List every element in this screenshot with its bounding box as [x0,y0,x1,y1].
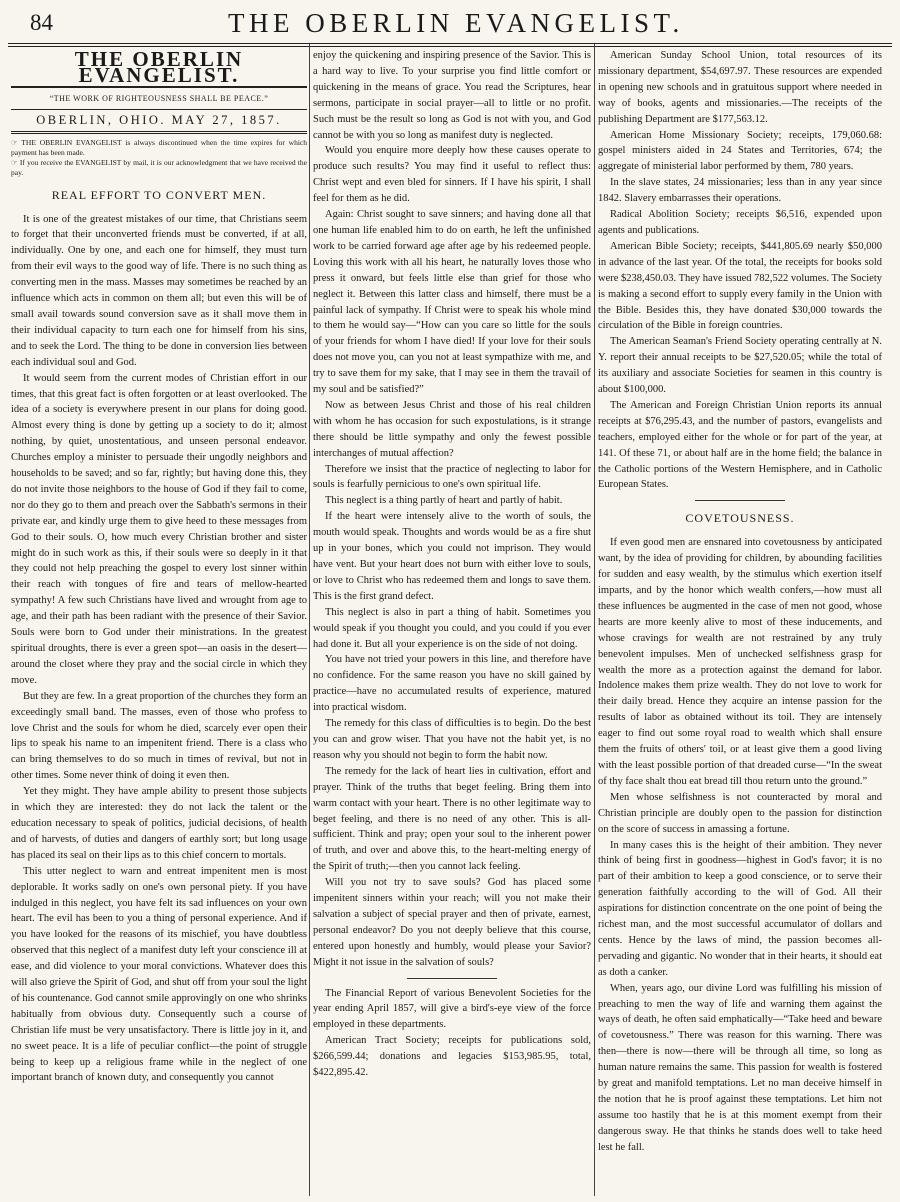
article-paragraph: When, years ago, our divine Lord was fulfilling his mission of preaching to men the way of life and warning them against the ways of death, he often said emphatically—“Take heed and beware of covetousness.” There was reason for this warning. There was then—there is now—there will be through all time, so long as human nature remains the same. This passion for wealth is fostered by great and manifold temptations. Let no man deceive himself in the notion that he is proof against these temptations. Let him not assume too hastily that he is at this moment exempt from their dangerous sway. He that thinks he stands does well to take heed lest he fall. [598,982,882,1153]
article-paragraph: The remedy for this class of difficulties is to begin. Do the best you can and grow wiser. That you have not the habit yet, is no reason why you should not begin to form the habit now. [313,718,591,761]
column-divider-2 [594,44,595,1196]
report-paragraph: American Bible Society; receipts, $441,805.69 nearly $50,000 in advance of the last year. Of the total, the receipts for books sold were $238,450.03. They have issued 782,522 volumes. The Society is making a second effort to supply every family in the Union with the Bible. Besides this, they have donated $30,000 towards the circulation of the Bible in foreign countries. [598,240,882,332]
running-head [0,0,900,44]
section-separator [695,500,785,501]
page-number: 84 [30,10,53,35]
article-paragraph: This utter neglect to warn and entreat impenitent men is most deplorable. It works sadly on one's own personal piety. If you have indulged in this neglect, you have felt its sad influences on your own heart. The evil has been to you a thing of personal experience. And if you have looked for the reasons of its mischief, you have doubtless observed that this neglect of a manifest duty left your conscience ill at ease, and did violence to your moral convictions. Whatever does this will also grieve the Spirit of God, and shut off from your soul the light of his countenance. God cannot smile approvingly on one who shrinks habitually from obvious duty. Consequently such a course of Christian life must be very unsatisfactory. There is little joy in it, and no sweet peace. It is a life of peculiar conflict—the point of struggle being to keep up a religious frame while in the neglect of one important branch of known duty, and consequently you cannot [11,865,307,1084]
article-paragraph: In many cases this is the height of their ambition. They never think of being first in goodness—highest in God's favor; it is no part of their ambition to keep a good conscience, or to serve their generation faithfully according to the will of God. All their aspirations for distinction concentrate on the one point of being the richest man, and the most successful accumulator of dollars and cents. Hence by the laws of mind, the passion becomes all-pervading and gigantic. No wonder that in their hearts, it should eat as doth a canker. [598,839,882,978]
notice-payment: ☞ If you receive the EVANGELIST by mail, it is our acknowledgment that we have received the pay. [11,157,307,177]
article-paragraph: But they are few. In a great proportion of the churches they form an exceedingly small band. The masses, even of those who profess to love Christ and the souls for whom he died, scarcely ever open their lips to speak his name to an impenitent friend. There is a class who can bring themselves to do so much in times of revival, but not in other times. Some never think of doing it even then. [11,690,307,782]
section-separator [407,978,497,979]
article-paragraph: This neglect is a thing partly of heart and partly of habit. [325,495,563,507]
article-paragraph: Therefore we insist that the practice of neglecting to labor for souls is fearfully pernicious to one's own spiritual life. [313,463,591,491]
column-2 [313,48,591,1198]
report-paragraph: American Tract Society; receipts for publications sold, $266,599.44; donations and legacies $153,985.95, total, $422,895.42. [313,1035,591,1079]
head-rule-top [8,43,892,44]
masthead-dateline: OBERLIN, OHIO. MAY 27, 1857. [11,109,307,134]
head-rule-bottom [8,46,892,47]
column-1 [11,48,307,1198]
article-paragraph: Now as between Jesus Christ and those of his real children with whom he has occasion for such expostulations, is it strange there should be little sympathy and only the fewest possible interchanges of mutual affection? [313,399,591,459]
masthead-title: THE OBERLIN EVANGELIST. [11,52,307,88]
report-paragraph: Radical Abolition Society; receipts $6,516, expended upon agents and publications. [598,209,882,236]
report-paragraph: The American and Foreign Christian Union reports its annual receipts at $76,295.43, and the number of pastors, evangelists and teachers, employed either for the whole or for part of the year, at 141. Of these 71, or about half are in the home field; the balance in the Catholic portions of the Western Hemisphere, and in Catholic European States. [598,399,882,491]
article-paragraph: If even good men are ensnared into covetousness by anticipated want, by the idea of providing for children, by abounding facilities for sudden and easy wealth, by the stimulus which exertion itself imparts, and by the honor which wealth confers,—how must all these influences be augmented in the case of men not good, whose hearts are more keenly alive to most of these inducements, and whose cravings for wealth are not restrained by any truly benevolent impulses. Men of unchecked selfishness grasp for wealth the more as a protection against the demand for labor. Indolence makes them prize wealth. They do not love to work for their daily bread. Hence they acquire an intense passion for the results of labor as obtained without its toil. They are intensely eager to find out some royal road to wealth which shall ensure them the fruits of others' toil, or at least give them a good living with the least possible portion of that dreaded curse—“In the sweat of thy face shalt thou eat bread till thou return unto the ground.” [598,537,882,787]
article-heading-covetousness: COVETOUSNESS. [685,511,795,526]
masthead [11,48,307,134]
article-paragraph: This neglect is also in part a thing of habit. Sometimes you would speak if you thought you could, and you could if you ever had done it. But all your experience is on the side of not doing. [313,606,591,650]
column-3 [598,48,882,1198]
report-paragraph: The American Seaman's Friend Society operating centrally at N. Y. report their annual receipts to be $27,520.05; while the total of its auxiliary and associate Societies for seamen in this country is about $100,000. [598,336,882,396]
masthead-motto: “THE WORK OF RIGHTEOUSNESS SHALL BE PEACE.” [49,93,269,103]
report-intro: The Financial Report of various Benevolent Societies for the year ending April 1857, will give a bird's-eye view of the force employed in these departments. [313,987,591,1031]
article-paragraph: You have not tried your powers in this line, and therefore have no confidence. For the same reason you have no skill gained by practice—have no accumulated results of experience, matured into practical wisdom. [313,654,591,714]
article-paragraph: Would you enquire more deeply how these causes operate to produce such results? You may find it useful to reflect thus: Christ wept and even bled for sinners. If I have his spirit, I shall feel for them as he did. [313,145,591,205]
article-paragraph: Again: Christ sought to save sinners; and having done all that one human life enabled him to do on earth, he left the unfinished work to be carried forward age after age by his redeemed people. Loving this work with all his heart, he naturally loves those who press it onward, but feels little else than grief for those who neglect it. Between this latter class and himself, there must be a painful lack of sympathy. If Christ were to speak his whole mind to them he would say—“How can you care so little for the souls of your friends for whom I have died! If your love for their souls does not move you, can you not at least sympathize with me, and try to save them for my sake, that I may see in them the travail of my soul and be satisfied?” [313,209,591,396]
notice-discontinued: ☞ THE OBERLIN EVANGELIST is always discontinued when the time expires for which payment has been made. [11,137,307,157]
article-paragraph: Men whose selfishness is not counteracted by moral and Christian principle are doubly open to the passion for distinction on the score of success in amassing a fortune. [598,791,882,835]
article-heading-real-effort: REAL EFFORT TO CONVERT MEN. [51,187,267,202]
article-paragraph: It is one of the greatest mistakes of our time, that Christians seem to forget that their unconverted friends must be converted, if at all, individually. One by one, and each one for himself, they must turn from their evil ways to the good way of life. There is no such thing as converting men in the mass. Masses may sometimes be reached by an influence which acts in common on them all; but even this will be of small avail towards sound conversion save as it shall move them in their individual capacity to turn each one for himself from his sins, and to seek the Lord. The thing to be done in conversion lies between each individual soul and God. [11,213,307,368]
report-paragraph: In the slave states, 24 missionaries; less than in any year since 1842. Slavery embarrasses their operations. [598,177,882,205]
running-title: THE OBERLIN EVANGELIST. [228,8,684,38]
article-paragraph: It would seem from the current modes of Christian effort in our times, that this great fact is often forgotten or at least overlooked. The idea of a society is everywhere present in our plans for doing good. Almost every thing is done by getting up a society to do it; almost nothing, by quiet, unostentatious, and unseen personal endeavor. Churches employ a minister to persuade their ungodly neighbors and households to be saved; and so far, rightly; but having done this, they do not invite those neighbors to the house of God if they fail to come, nor do they go to them and preach over the Sabbath's sermons in their private ear, and kindly urge them to give heed to these messages from God to their souls. O, how much every Christian brother and sister might do in such work as this, if their souls were so deeply in it that they could not help preaching the gospel to every lost sinner within their reach with tongues of fire and tears of mellow-hearted sympathy! A few such Christians have lived and wrought from age to age, and their path has been radiant with the presence of their Savior. Souls were born to God under their ministrations. In the greatest spiritual droughts, there is ever a green spot—an oasis in the desert—around the closet where they pray and the social circle in which they move. [11,372,307,686]
article-paragraph: enjoy the quickening and inspiring presence of the Savior. This is a hard way to live. To your surprise you find little comfort or quickening in the means of grace. You read the Scriptures, hear sermons, participate in social prayer—all to little or no profit. Such must be the result so long as God is not with you, and God cannot be with you so long as manifest duty is neglected. [313,50,591,141]
report-paragraph: American Sunday School Union, total resources of its missionary department, $54,697.97. These resources are expended in opening new schools and in gratuitous support where needed in way of books, agents and missionaries.—The receipts of the publishing Department are $177,563.12. [598,50,882,125]
article-paragraph: The remedy for the lack of heart lies in cultivation, effort and prayer. Think of the truths that beget feeling. Bring them into warm contact with your heart. There is no other legitimate way to beget feeling, and there is no need of any other. This is all-sufficient. Think and pray; open your soul to the inherent power of truth, and over and above this, to the heart-melting energy of the Spirit of truth;—then you cannot lack feeling. [313,765,591,873]
column-divider-1 [309,44,310,1196]
article-paragraph: If the heart were intensely alive to the worth of souls, the mouth would speak. Thoughts and words would be as a fire shut up in your bones, which you could not imprison. They would have vent. But your heart does not burn with either love to souls, or love to Christ who has redeemed them and longs to save them. This is the first grand defect. [313,511,591,602]
article-paragraph: Will you not try to save souls? God has placed some impenitent sinners within your reach; will you not make their salvation a subject of special prayer and then of private, earnest, personal endeavor? Do you not deeply believe that this course, entered upon honestly and humbly, would please your Savior? Might it not issue in the salvation of souls? [313,877,591,968]
report-paragraph: American Home Missionary Society; receipts, 179,060.68: gospel ministers aided in 24 States and Territories, 674; the aggregate of ministerial labor performed by them, 780 years. [598,129,882,173]
article-paragraph: Yet they might. They have ample ability to present those subjects in which they are interested: they do not lack the talent or the education necessary to speak of politics, judicial decisions, of health and of harvests, of duties and dangers of earthly sort; but long usage has placed its seal on their lips as to this chief concern to mortals. [11,786,307,861]
